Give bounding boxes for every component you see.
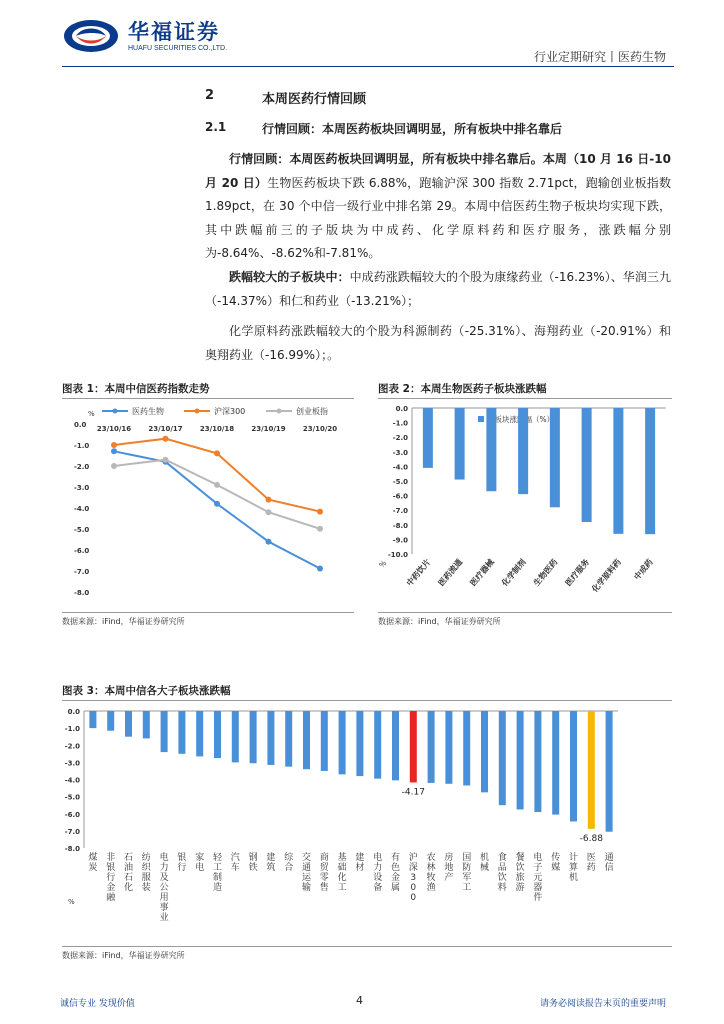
bar — [517, 711, 524, 809]
x-tick-label: 轻工制造 — [212, 853, 223, 893]
x-tick-label: 23/10/20 — [302, 425, 338, 433]
x-tick-label: 煤炭 — [88, 853, 98, 873]
x-tick-label: 中成药 — [632, 557, 655, 582]
x-tick-label: 23/10/18 — [199, 425, 235, 433]
y-tick-label: -3.0 — [74, 484, 90, 492]
bar — [463, 711, 470, 785]
y-tick-label: 0.0 — [67, 708, 80, 716]
x-tick-label: 银行 — [177, 853, 187, 873]
paragraph-body: 生物医药板块下跌 6.88%，跑输沪深 300 指数 2.71pct，跑输创业板指数 1.89pct，在 30 个中信一级行业中排名第 29。本周中信医药生物子板块均实现下跌，其中跌幅前三的子版块为中成药、化学原料药和医疗服务，涨跌幅分别为-8.64%、-8.62%和-7.81%。 — [205, 175, 671, 260]
y-tick-label: -6.0 — [392, 492, 408, 501]
y-unit-label: % — [378, 559, 389, 570]
x-tick-label: 23/10/16 — [96, 425, 132, 433]
x-tick-label: 有色金属 — [390, 853, 401, 893]
figure-1-top-rule — [62, 398, 354, 399]
x-tick-label: 通信 — [604, 853, 614, 873]
y-tick-label: -7.0 — [392, 507, 408, 516]
bar — [550, 408, 560, 507]
data-point — [214, 450, 220, 456]
bar — [125, 711, 132, 737]
figure-1-title: 图表 1：本周中信医药指数走势 — [62, 383, 210, 395]
figure-2-source: 数据来源：iFind，华福证券研究所 — [378, 617, 501, 626]
data-point — [266, 497, 272, 503]
bar — [143, 711, 150, 738]
x-tick-label: 医疗器械 — [468, 557, 496, 588]
bar — [178, 711, 185, 754]
data-point — [111, 448, 117, 454]
y-tick-label: -1.0 — [64, 725, 80, 734]
bar — [534, 711, 541, 812]
data-point — [163, 436, 169, 442]
bar — [423, 408, 433, 468]
data-point — [111, 463, 117, 469]
bar — [303, 711, 310, 769]
y-tick-label: -9.0 — [392, 536, 408, 545]
bar — [606, 711, 613, 832]
bar — [374, 711, 381, 779]
legend-marker — [277, 409, 282, 414]
data-point — [317, 509, 323, 515]
data-point — [266, 539, 272, 545]
y-tick-label: -6.0 — [74, 547, 90, 555]
y-tick-label: -5.0 — [64, 793, 80, 802]
bar — [455, 408, 465, 480]
page-number: 4 — [356, 994, 363, 1007]
x-tick-label: 交通运输 — [301, 853, 312, 893]
y-tick-label: 0.0 — [74, 421, 87, 429]
series-line — [114, 460, 320, 529]
legend-marker — [113, 409, 118, 414]
x-tick-label: 医疗服务 — [563, 557, 592, 588]
x-tick-label: 化学原料药 — [590, 557, 623, 594]
x-tick-label: 建材 — [355, 853, 365, 873]
x-tick-label: 综合 — [284, 853, 294, 873]
company-name-en: HUAFU SECURITIES CO.,LTD. — [128, 45, 228, 52]
x-tick-label: 23/10/17 — [148, 425, 183, 433]
y-tick-label: -3.0 — [64, 759, 80, 768]
y-tick-label: 0.0 — [395, 405, 408, 413]
y-tick-label: -7.0 — [64, 827, 80, 836]
subsection-number: 2.1 — [205, 120, 227, 134]
bar — [499, 711, 506, 805]
figure-1-bottom-rule — [62, 612, 354, 613]
bar — [582, 408, 592, 522]
footer-slogan: 诚信专业 发现价值 — [60, 999, 135, 1009]
bar — [428, 711, 435, 783]
data-point — [266, 509, 272, 515]
y-tick-label: -8.0 — [74, 589, 90, 597]
bar — [481, 711, 488, 792]
bar — [89, 711, 96, 728]
y-tick-label: -6.0 — [64, 810, 80, 819]
bar — [214, 711, 221, 758]
x-tick-label: 生物医药 — [531, 557, 560, 588]
x-tick-label: 医药 — [586, 853, 596, 873]
legend-swatch — [478, 416, 484, 422]
y-tick-label: -2.0 — [74, 463, 90, 471]
bar — [250, 711, 257, 763]
subsection-title: 行情回顾：本周医药板块回调明显，所有板块中排名靠后 — [262, 122, 563, 136]
bar — [588, 711, 595, 829]
x-tick-label: 23/10/19 — [251, 425, 286, 433]
bar — [321, 711, 328, 771]
bar — [107, 711, 114, 731]
paragraph-lead: 行情回顾：本周医药板块回调明显，所有板块中排名靠后。本周（10 月 16 日-10 月 20 日） — [205, 152, 671, 190]
section-number: 2 — [205, 88, 215, 103]
figure-1-source: 数据来源：iFind，华福证券研究所 — [62, 617, 185, 626]
x-tick-label: 纺织服装 — [141, 853, 151, 893]
x-tick-label: 非银行金融 — [106, 853, 116, 903]
paragraph-market-review — [205, 148, 671, 266]
bar — [339, 711, 346, 774]
y-tick-label: -5.0 — [74, 526, 90, 534]
subsector-bar-chart — [378, 400, 672, 610]
y-tick-label: -4.0 — [64, 776, 80, 785]
paragraph-subsector — [205, 266, 671, 313]
x-tick-label: 中药饮片 — [404, 557, 433, 588]
bar — [645, 408, 655, 534]
y-tick-label: -8.0 — [64, 845, 80, 853]
header-divider — [62, 66, 674, 67]
x-tick-label: 餐饮旅游 — [515, 853, 525, 893]
x-tick-label: 沪深 3 0 0 — [408, 853, 418, 903]
y-tick-label: -1.0 — [392, 419, 408, 428]
data-label: -6.88 — [579, 833, 603, 844]
bar — [392, 711, 399, 780]
y-tick-label: -3.0 — [392, 448, 408, 457]
logo-swirl-icon — [62, 18, 120, 54]
footer-disclaimer: 请务必阅读报告末页的重要声明 — [539, 999, 666, 1009]
data-point — [214, 482, 220, 488]
x-tick-label: 房地产 — [444, 853, 454, 883]
paragraph-body: 中成药涨跌幅较大的个股为康缘药业（-16.23%）、华润三九（-14.37%）和仁和药业（-13.21%）； — [205, 270, 671, 308]
figure-3-title: 图表 3：本周中信各大子板块涨跌幅 — [62, 685, 231, 697]
data-point — [317, 565, 323, 571]
x-tick-label: 机械 — [479, 853, 490, 873]
figure-2-bottom-rule — [378, 612, 672, 613]
paragraph-lead: 跌幅较大的子板块中： — [229, 270, 350, 284]
data-point — [111, 442, 117, 448]
x-tick-label: 家电 — [195, 853, 205, 873]
x-tick-label: 国防军工 — [462, 853, 472, 893]
report-type: 行业定期研究丨医药生物 — [533, 50, 666, 64]
y-unit-label: % — [68, 898, 75, 906]
figure-3-top-rule — [62, 700, 672, 701]
x-tick-label: 商贸零售 — [319, 853, 329, 893]
bar — [267, 711, 274, 765]
legend-label: 创业板指 — [296, 407, 328, 416]
x-tick-label: 化学制剂 — [500, 557, 528, 588]
x-tick-label: 农林牧渔 — [426, 853, 436, 893]
x-tick-label: 建筑 — [266, 853, 276, 873]
legend-label: 医药生物 — [132, 407, 164, 416]
figure-3-bottom-rule — [62, 946, 672, 947]
bar — [410, 711, 417, 782]
bar — [570, 711, 577, 821]
bar — [552, 711, 559, 815]
index-trend-line-chart — [62, 402, 354, 610]
y-tick-label: -8.0 — [392, 521, 408, 530]
figure-2-title: 图表 2：本周生物医药子板块涨跌幅 — [378, 383, 547, 395]
bar — [518, 408, 528, 494]
figure-2-top-rule — [378, 398, 672, 399]
data-label: -4.17 — [401, 787, 425, 798]
x-tick-label: 传媒 — [551, 853, 561, 873]
x-tick-label: 电力及公用事业 — [159, 853, 169, 923]
x-tick-label: 石油石化 — [123, 853, 134, 893]
series-line — [114, 451, 320, 568]
y-unit-label: % — [88, 410, 95, 418]
company-name-cn: 华福证券 — [128, 19, 220, 44]
bar — [232, 711, 239, 762]
legend-marker — [195, 409, 200, 414]
x-tick-label: 电子元器件 — [533, 853, 543, 903]
x-tick-label: 基础化工 — [337, 853, 347, 893]
bar — [445, 711, 452, 784]
y-tick-label: -2.0 — [64, 742, 80, 751]
x-tick-label: 钢铁 — [248, 853, 258, 873]
x-tick-label: 电力设备 — [373, 853, 383, 893]
legend-label: 沪深300 — [214, 407, 246, 416]
y-tick-label: -4.0 — [74, 505, 90, 513]
paragraph-api-stocks: 化学原料药涨跌幅较大的个股为科源制药（-25.31%）、海翔药业（-20.91%）和奥翔药业（-16.99%）；。 — [205, 324, 671, 362]
y-tick-label: -5.0 — [392, 478, 408, 486]
y-tick-label: -10.0 — [387, 551, 408, 559]
bar — [285, 711, 292, 767]
x-tick-label: 汽车 — [230, 853, 240, 873]
x-tick-label: 计算机 — [568, 853, 579, 883]
section-title: 本周医药行情回顾 — [262, 92, 367, 107]
data-point — [214, 501, 220, 507]
x-tick-label: 医药流通 — [436, 557, 465, 588]
data-point — [317, 526, 323, 532]
series-line — [114, 439, 320, 512]
company-logo — [62, 16, 242, 56]
bar — [196, 711, 203, 756]
bar — [161, 711, 168, 752]
bar — [613, 408, 623, 534]
figure-3-source: 数据来源：iFind，华福证券研究所 — [62, 951, 185, 960]
data-point — [163, 457, 169, 463]
y-tick-label: -1.0 — [74, 442, 90, 450]
y-tick-label: -2.0 — [392, 434, 408, 443]
y-tick-label: -7.0 — [74, 568, 90, 576]
industry-bar-chart — [62, 703, 672, 943]
bar — [356, 711, 363, 776]
y-tick-label: -4.0 — [392, 463, 408, 472]
bar — [486, 408, 496, 491]
x-tick-label: 食品饮料 — [497, 853, 507, 893]
